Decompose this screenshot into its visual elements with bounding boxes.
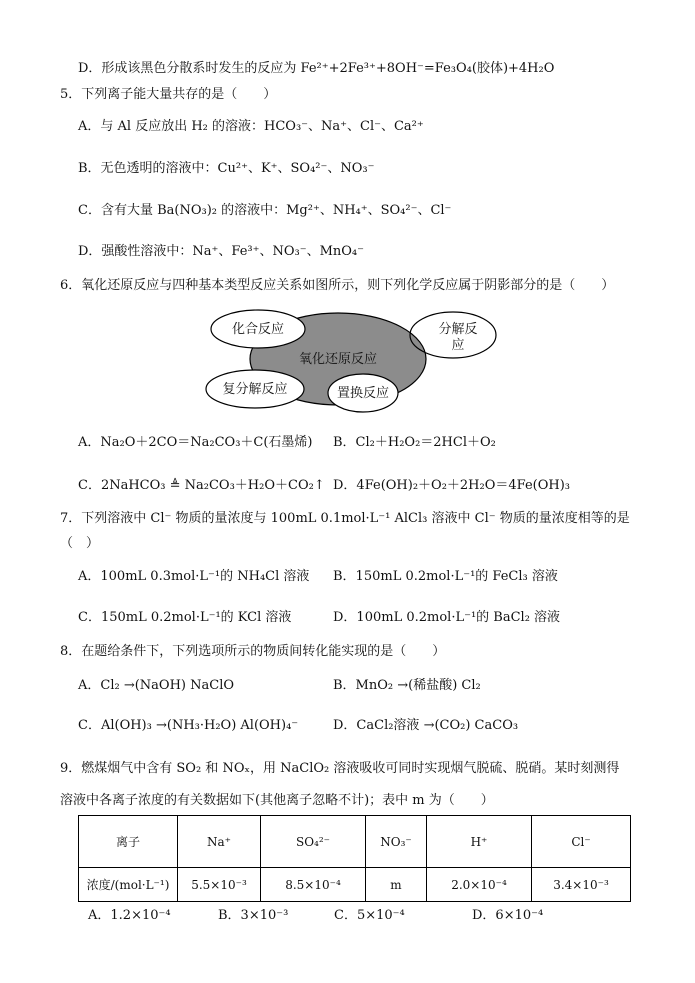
table-header-cell: Na⁺ (178, 816, 261, 868)
q9-option-a: A．1.2×10⁻⁴ (88, 908, 171, 923)
table-header-cell: NO₃⁻ (366, 816, 427, 868)
q8-option-a: A．Cl₂ →(NaOH) NaClO (78, 678, 235, 693)
q4-option-d: D．形成该黑色分散系时发生的反应为 Fe²⁺+2Fe³⁺+8OH⁻=Fe₃O₄(胶体)+4H₂O (78, 61, 555, 76)
q5-option-a: A．与 Al 反应放出 H₂ 的溶液：HCO₃⁻、Na⁺、Cl⁻、Ca²⁺ (78, 119, 424, 134)
redox-venn-diagram (200, 305, 500, 417)
q6-option-c: C．2NaHCO₃ ≜ Na₂CO₃＋H₂O＋CO₂↑ (78, 478, 325, 493)
q9-option-b: B．3×10⁻³ (218, 908, 289, 923)
table-header-cell: H⁺ (427, 816, 532, 868)
table-cell: 8.5×10⁻⁴ (261, 868, 366, 902)
table-cell: 5.5×10⁻³ (178, 868, 261, 902)
q5-option-b: B．无色透明的溶液中：Cu²⁺、K⁺、SO₄²⁻、NO₃⁻ (78, 161, 375, 176)
q9-stem-line2: 溶液中各离子浓度的有关数据如下(其他离子忽略不计)；表中 m 为（ ） (60, 793, 494, 808)
q5-option-d: D．强酸性溶液中：Na⁺、Fe³⁺、NO₃⁻、MnO₄⁻ (78, 244, 365, 259)
q9-option-d: D．6×10⁻⁴ (472, 908, 544, 923)
q7-stem-line1: 7．下列溶液中 Cl⁻ 物质的量浓度与 100mL 0.1mol·L⁻¹ AlCl₃ 溶液中 Cl⁻ 物质的量浓度相等的是 (60, 511, 630, 526)
q9-option-c: C．5×10⁻⁴ (334, 908, 405, 923)
q8-stem: 8．在题给条件下，下列选项所示的物质间转化能实现的是（ ） (60, 644, 446, 659)
ion-concentration-table (78, 815, 631, 902)
displacement-label: 置换反应 (336, 386, 390, 401)
q5-option-c: C．含有大量 Ba(NO₃)₂ 的溶液中：Mg²⁺、NH₄⁺、SO₄²⁻、Cl⁻ (78, 203, 452, 218)
table-cell: 2.0×10⁻⁴ (427, 868, 532, 902)
double-displacement-label: 复分解反应 (222, 382, 288, 397)
q7-stem-line2: （ ） (60, 536, 100, 551)
q8-option-c: C．Al(OH)₃ →(NH₃·H₂O) Al(OH)₄⁻ (78, 718, 299, 733)
q8-option-b: B．MnO₂ →(稀盐酸) Cl₂ (333, 678, 481, 693)
q8-option-d: D．CaCl₂溶液 →(CO₂) CaCO₃ (333, 718, 519, 733)
table-header-cell: Cl⁻ (532, 816, 631, 868)
table-header-cell: SO₄²⁻ (261, 816, 366, 868)
q7-option-c: C．150mL 0.2mol·L⁻¹的 KCl 溶液 (78, 610, 292, 625)
q7-option-a: A．100mL 0.3mol·L⁻¹的 NH₄Cl 溶液 (78, 569, 310, 584)
table-row (79, 868, 631, 902)
q7-option-b: B．150mL 0.2mol·L⁻¹的 FeCl₃ 溶液 (333, 569, 558, 584)
q6-stem: 6．氧化还原反应与四种基本类型反应关系如图所示，则下列化学反应属于阴影部分的是（ ） (60, 278, 615, 293)
decomposition-label-1: 分解反 (438, 322, 478, 337)
q6-option-a: A．Na₂O＋2CO＝Na₂CO₃＋C(石墨烯) (78, 435, 313, 450)
table-cell: 浓度/(mol·L⁻¹) (79, 868, 178, 902)
combination-label: 化合反应 (231, 322, 285, 337)
table-header-row (79, 816, 631, 868)
table-cell: m (366, 868, 427, 902)
decomposition-label-2: 应 (451, 338, 465, 353)
q5-stem: 5．下列离子能大量共存的是（ ） (60, 87, 277, 102)
table-header-cell: 离子 (79, 816, 178, 868)
q6-option-b: B．Cl₂＋H₂O₂＝2HCl＋O₂ (333, 435, 496, 450)
q7-option-d: D．100mL 0.2mol·L⁻¹的 BaCl₂ 溶液 (333, 610, 561, 625)
redox-label: 氧化还原反应 (298, 352, 378, 367)
q9-stem-line1: 9．燃煤烟气中含有 SO₂ 和 NOₓ，用 NaClO₂ 溶液吸收可同时实现烟气脱硫、脱硝。某时刻测得 (60, 761, 620, 776)
q6-option-d: D．4Fe(OH)₂＋O₂＋2H₂O＝4Fe(OH)₃ (333, 478, 571, 493)
table-cell: 3.4×10⁻³ (532, 868, 631, 902)
